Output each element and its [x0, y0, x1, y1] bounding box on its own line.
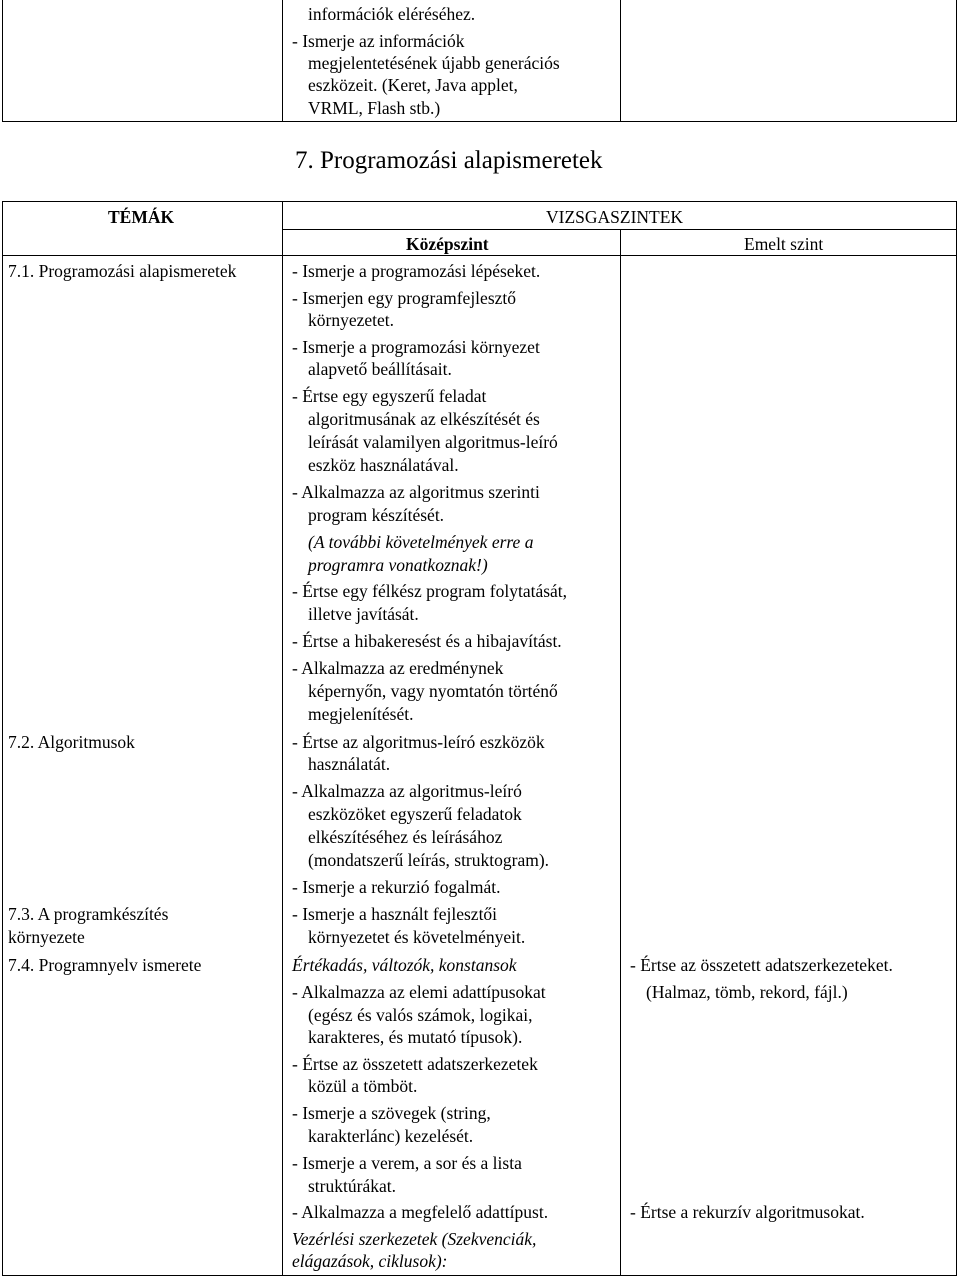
mid-text-line: illetve javítását. [308, 604, 419, 624]
emelt-text-line: (Halmaz, tömb, rekord, fájl.) [646, 982, 848, 1002]
mid-text-line: struktúrákat. [308, 1176, 396, 1196]
mid-text-line: - Értse egy egyszerű feladat [292, 386, 487, 406]
mid-text-line: képernyőn, vagy nyomtatón történő [308, 681, 558, 701]
mid-text-line: - Ismerje a verem, a sor és a lista [292, 1153, 522, 1173]
mid-text-line: használatát. [308, 754, 391, 774]
mid-text-line: - Alkalmazza az algoritmus-leíró [292, 781, 522, 801]
mid-text-line: - Ismerje a szövegek (string, [292, 1103, 491, 1123]
table-border [2, 255, 957, 256]
table-border [2, 201, 3, 1276]
mid-text-line: Értékadás, változók, konstansok [292, 955, 517, 975]
table-border [2, 121, 957, 122]
topic-7-2: 7.2. Algoritmusok [8, 732, 135, 752]
mid-text-line: (A további követelmények erre a [308, 532, 534, 552]
top-text-line: eszközeit. (Keret, Java applet, [308, 75, 518, 95]
mid-text-line: - Értse az algoritmus-leíró eszközök [292, 732, 545, 752]
table-border [956, 201, 957, 1276]
table-border [956, 0, 957, 122]
header-temak: TÉMÁK [108, 207, 175, 227]
mid-text-line: - Ismerjen egy programfejlesztő [292, 288, 517, 308]
mid-text-line: közül a tömböt. [308, 1076, 418, 1096]
topic-7-3: 7.3. A programkészítés [8, 904, 169, 924]
mid-text-line: - Alkalmazza az algoritmus szerinti [292, 482, 540, 502]
mid-text-line: karakterlánc) kezelését. [308, 1126, 474, 1146]
mid-text-line: karakteres, és mutató típusok). [308, 1027, 523, 1047]
mid-text-line: (mondatszerű leírás, struktogram). [308, 850, 550, 870]
table-border [282, 201, 283, 1276]
table-border [620, 0, 621, 122]
mid-text-line: program készítését. [308, 505, 445, 525]
mid-text-line: - Ismerje a programozási lépéseket. [292, 261, 541, 281]
topic-7-3-cont: környezete [8, 927, 85, 947]
table-border [620, 229, 621, 1276]
mid-text-line: elágazások, ciklusok): [292, 1251, 448, 1271]
mid-text-line: - Értse egy félkész program folytatását, [292, 581, 568, 601]
section-title: 7. Programozási alapismeretek [295, 147, 603, 174]
mid-text-line: - Ismerje a rekurzió fogalmát. [292, 877, 501, 897]
mid-text-line: - Alkalmazza a megfelelő adattípust. [292, 1202, 549, 1222]
header-vizsgaszintek: VIZSGASZINTEK [546, 207, 684, 227]
emelt-text-line: - Értse az összetett adatszerkezeteket. [630, 955, 893, 975]
mid-text-line: környezetet és követelményeit. [308, 927, 526, 947]
mid-text-line: - Alkalmazza az eredménynek [292, 658, 504, 678]
top-text-line: - Ismerje az információk [292, 31, 465, 51]
top-text-line: információk eléréséhez. [308, 4, 476, 24]
mid-text-line: (egész és valós számok, logikai, [308, 1005, 533, 1025]
mid-text-line: környezetet. [308, 310, 394, 330]
mid-text-line: alapvető beállításait. [308, 359, 452, 379]
mid-text-line: Vezérlési szerkezetek (Szekvenciák, [292, 1229, 537, 1249]
mid-text-line: elkészítéséhez és leírásához [308, 827, 503, 847]
top-text-line: megjelentetésének újabb generációs [308, 53, 560, 73]
mid-text-line: algoritmusának az elkészítését és [308, 409, 540, 429]
table-border [2, 201, 957, 202]
top-text-line: VRML, Flash stb.) [308, 98, 441, 118]
topic-7-1: 7.1. Programozási alapismeretek [8, 261, 237, 281]
mid-text-line: - Értse a hibakeresést és a hibajavítást. [292, 631, 562, 651]
emelt-text-line: - Értse a rekurzív algoritmusokat. [630, 1202, 865, 1222]
mid-text-line: - Alkalmazza az elemi adattípusokat [292, 982, 546, 1002]
mid-text-line: - Értse az összetett adatszerkezetek [292, 1054, 538, 1074]
mid-text-line: leírását valamilyen algoritmus-leíró [308, 432, 558, 452]
table-border [282, 0, 283, 122]
topic-7-4: 7.4. Programnyelv ismerete [8, 955, 202, 975]
mid-text-line: - Ismerje a használt fejlesztői [292, 904, 498, 924]
mid-text-line: megjelenítését. [308, 704, 414, 724]
mid-text-line: programra vonatkoznak!) [308, 555, 488, 575]
mid-text-line: - Ismerje a programozási környezet [292, 337, 540, 357]
mid-text-line: eszköz használatával. [308, 455, 459, 475]
table-border [2, 0, 3, 122]
header-kozepszint: Középszint [406, 234, 489, 254]
mid-text-line: eszközöket egyszerű feladatok [308, 804, 522, 824]
header-emelt-szint: Emelt szint [744, 234, 824, 254]
